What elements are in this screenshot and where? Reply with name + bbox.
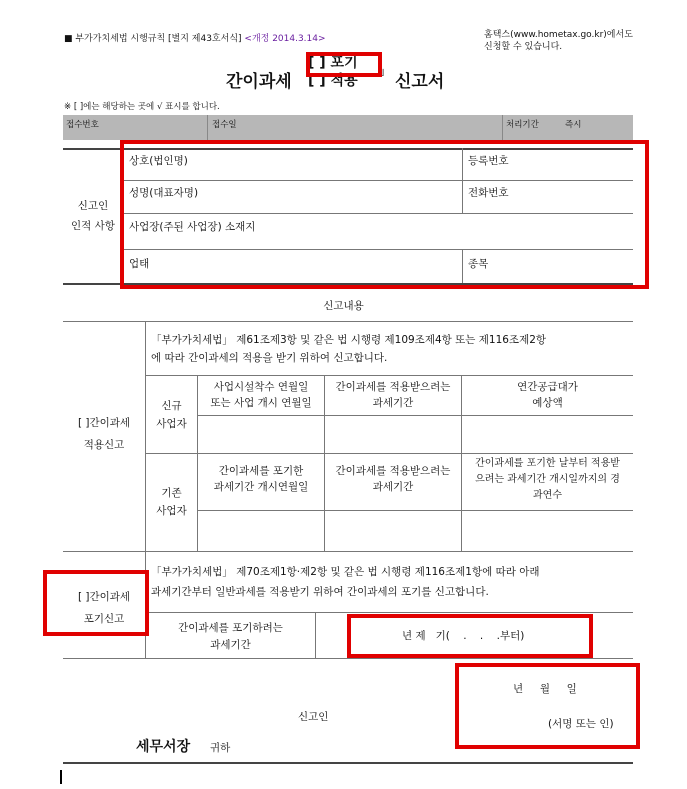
new-col3-line1: 연간공급대가	[517, 381, 578, 393]
highlight-reporter-info	[120, 140, 649, 289]
reporter-label-line2: 인적 사항	[71, 220, 115, 232]
title-suffix: 신고서	[395, 72, 445, 92]
business-type-field[interactable]: 업태	[129, 258, 150, 270]
new-business-line2: 사업자	[156, 418, 187, 430]
highlight-giveup-label	[43, 570, 149, 636]
receipt-bar	[63, 115, 633, 140]
signature-date[interactable]: 년 월 일	[513, 683, 577, 695]
exist-col1-line2: 과세기간 개시연월일	[213, 481, 309, 493]
exist-col3-line3: 과연수	[533, 490, 562, 501]
new-col3-line2: 예상액	[532, 397, 563, 409]
title-prefix: 간이과세	[226, 72, 292, 92]
title-bracket: ⌋	[381, 68, 385, 77]
processing-period-value: 즉시	[565, 120, 582, 130]
reporter-section-label	[64, 196, 122, 236]
reg-number-field[interactable]: 등록번호	[468, 155, 509, 167]
giveup-label-line2: 포기신고	[83, 613, 125, 625]
giveup-statement-line1: 「부가가치세법」 제70조제1항·제2항 및 같은 법 시행령 제116조제1항에 따라 아래	[151, 566, 540, 578]
addressee-label: 귀하	[210, 742, 231, 754]
option-give-up[interactable]: [ ] 포기	[308, 55, 358, 71]
highlight-signature	[455, 663, 640, 749]
hometax-note-line1: 홈택스(www.hometax.go.kr)에서도	[484, 30, 633, 40]
option-apply[interactable]: [ ] 적용	[308, 73, 358, 89]
new-business-line1: 신규	[161, 400, 182, 412]
highlight-giveup-period	[347, 614, 593, 658]
new-col1-line2: 또는 사업 개시 연월일	[210, 397, 312, 409]
law-reference	[64, 31, 326, 44]
exist-col3-line2: 으려는 과세기간 개시일까지의 경	[475, 474, 620, 485]
highlight-give-up-option	[306, 52, 385, 77]
new-col1-header	[198, 379, 324, 411]
apply-statement-line1: 「부가가치세법」 제61조제3항 및 같은 법 시행령 제109조제4항 또는 제116조제2항	[151, 334, 547, 346]
exist-col2-line2: 과세기간	[372, 481, 414, 493]
instruction: ※ [ ]에는 해당하는 곳에 √ 표시를 합니다.	[64, 102, 220, 112]
exist-col2-header	[325, 463, 461, 495]
business-item-field[interactable]: 종목	[468, 258, 489, 270]
giveup-statement-line2: 과세기간부터 일반과세를 적용받기 위하여 간이과세의 포기를 신고합니다.	[151, 586, 489, 598]
trade-name-field[interactable]: 상호(법인명)	[129, 155, 188, 167]
exist-col3-header	[462, 456, 633, 504]
exist-col1-header	[198, 463, 324, 495]
exist-col3-line1: 간이과세를 포기한 날부터 적용받	[475, 458, 620, 469]
signature-sign[interactable]: (서명 또는 인)	[548, 718, 614, 730]
exist-col1-line1: 간이과세를 포기한	[218, 465, 304, 477]
giveup-period-label	[146, 620, 315, 654]
reporter-label-line1: 신고인	[77, 200, 109, 212]
new-col3-header	[462, 379, 633, 411]
receipt-date-label: 접수일	[212, 120, 237, 130]
existing-business-label	[146, 484, 197, 520]
receipt-number-label: 접수번호	[66, 120, 99, 130]
address-field[interactable]: 사업장(주된 사업장) 소재지	[129, 221, 256, 233]
text-cursor	[60, 770, 62, 784]
hometax-note	[484, 29, 633, 53]
new-col2-line2: 과세기간	[372, 397, 414, 409]
apply-label-line1: [ ]간이과세	[77, 417, 131, 429]
giveup-label-line1: [ ]간이과세	[77, 591, 131, 603]
phone-field[interactable]: 전화번호	[468, 187, 509, 199]
tax-office-label: 세무서장	[136, 739, 191, 755]
apply-section-label[interactable]	[64, 412, 144, 456]
exist-col2-line1: 간이과세를 적용받으려는	[335, 465, 451, 477]
content-heading: 신고내용	[323, 300, 364, 312]
processing-period-label: 처리기간	[506, 120, 539, 130]
new-business-label	[146, 397, 197, 433]
name-field[interactable]: 성명(대표자명)	[129, 187, 199, 199]
law-ref-text: ■ 부가가치세법 시행규칙 [별지 제43호서식]	[64, 34, 242, 44]
giveup-period-line1: 간이과세를 포기하려는	[178, 622, 283, 634]
giveup-period-value[interactable]: 년 제 기( . . .부터)	[402, 630, 525, 642]
new-col2-line1: 간이과세를 적용받으려는	[335, 381, 451, 393]
existing-business-line1: 기존	[161, 487, 182, 499]
giveup-period-line2: 과세기간	[210, 639, 251, 651]
apply-label-line2: 적용신고	[83, 439, 125, 451]
apply-statement-line2: 에 따라 간이과세의 적용을 받기 위하여 신고합니다.	[151, 352, 388, 364]
new-col1-line1: 사업시설착수 연월일	[213, 381, 309, 393]
revision-text: <개정 2014.3.14>	[244, 34, 326, 44]
existing-business-line2: 사업자	[156, 505, 187, 517]
reporter-label: 신고인	[298, 711, 329, 723]
new-col2-header	[325, 379, 461, 411]
hometax-note-line2: 신청할 수 있습니다.	[484, 42, 563, 52]
